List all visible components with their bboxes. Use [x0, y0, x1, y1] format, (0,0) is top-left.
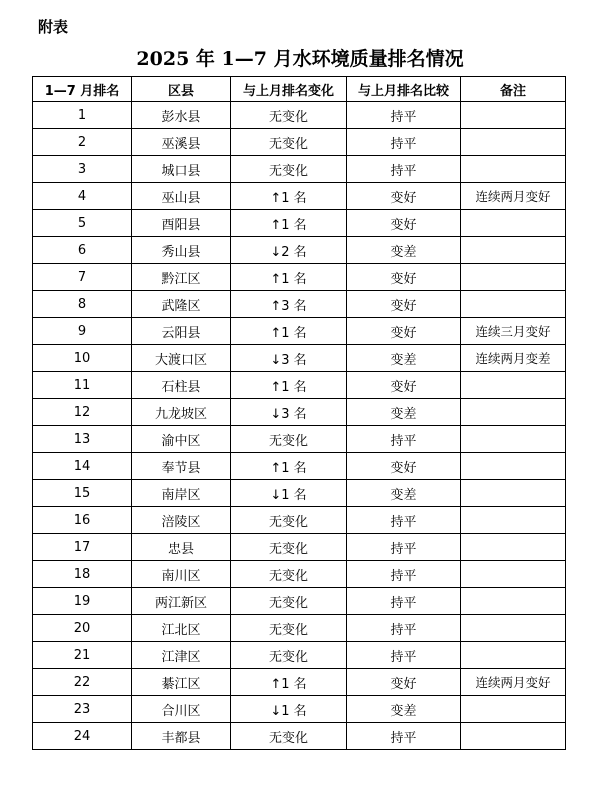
- cell-district: 大渡口区: [132, 345, 231, 372]
- table-row: [33, 183, 566, 210]
- cell-compare: 变好: [347, 210, 461, 237]
- cell-compare: 持平: [347, 615, 461, 642]
- table-row: [33, 399, 566, 426]
- table-row: [33, 696, 566, 723]
- table-row: [33, 291, 566, 318]
- cell-change: 无变化: [231, 642, 347, 669]
- cell-rank: 21: [33, 642, 132, 669]
- table-row: [33, 615, 566, 642]
- table-row: [33, 669, 566, 696]
- cell-change: ↓3 名: [231, 345, 347, 372]
- cell-compare: 变差: [347, 345, 461, 372]
- cell-note: [461, 291, 566, 318]
- cell-compare: 变好: [347, 291, 461, 318]
- cell-rank: 16: [33, 507, 132, 534]
- cell-note: [461, 615, 566, 642]
- cell-compare: 变好: [347, 183, 461, 210]
- cell-note: [461, 210, 566, 237]
- table-row: [33, 345, 566, 372]
- cell-compare: 持平: [347, 156, 461, 183]
- cell-compare: 变差: [347, 480, 461, 507]
- cell-note: [461, 723, 566, 750]
- cell-compare: 持平: [347, 642, 461, 669]
- cell-rank: 2: [33, 129, 132, 156]
- cell-rank: 10: [33, 345, 132, 372]
- cell-note: [461, 102, 566, 129]
- cell-compare: 持平: [347, 129, 461, 156]
- cell-district: 奉节县: [132, 453, 231, 480]
- cell-compare: 变好: [347, 669, 461, 696]
- table-row: [33, 264, 566, 291]
- cell-note: [461, 237, 566, 264]
- cell-note: [461, 507, 566, 534]
- cell-rank: 14: [33, 453, 132, 480]
- cell-compare: 变差: [347, 399, 461, 426]
- cell-note: [461, 453, 566, 480]
- table-row: [33, 453, 566, 480]
- table-header-row: [33, 77, 566, 102]
- ranking-table: [32, 76, 566, 750]
- cell-change: ↑1 名: [231, 210, 347, 237]
- header-compare: 与上月排名比较: [347, 77, 461, 102]
- cell-rank: 15: [33, 480, 132, 507]
- cell-district: 丰都县: [132, 723, 231, 750]
- cell-note: [461, 561, 566, 588]
- cell-change: 无变化: [231, 615, 347, 642]
- cell-note: 连续两月变好: [461, 183, 566, 210]
- table-row: [33, 426, 566, 453]
- cell-note: [461, 696, 566, 723]
- cell-note: [461, 372, 566, 399]
- cell-rank: 22: [33, 669, 132, 696]
- table-row: [33, 561, 566, 588]
- cell-note: [461, 534, 566, 561]
- cell-district: 南岸区: [132, 480, 231, 507]
- document-title: 2025 年 1—7 月水环境质量排名情况: [136, 48, 464, 70]
- cell-district: 南川区: [132, 561, 231, 588]
- cell-change: ↑1 名: [231, 183, 347, 210]
- cell-change: ↓3 名: [231, 399, 347, 426]
- table-row: [33, 372, 566, 399]
- cell-change: 无变化: [231, 561, 347, 588]
- cell-compare: 持平: [347, 426, 461, 453]
- cell-compare: 持平: [347, 507, 461, 534]
- cell-rank: 12: [33, 399, 132, 426]
- cell-note: 连续两月变好: [461, 669, 566, 696]
- cell-compare: 变好: [347, 318, 461, 345]
- cell-district: 綦江区: [132, 669, 231, 696]
- cell-change: ↑1 名: [231, 372, 347, 399]
- cell-district: 彭水县: [132, 102, 231, 129]
- cell-district: 涪陵区: [132, 507, 231, 534]
- cell-change: ↑1 名: [231, 264, 347, 291]
- table-row: [33, 480, 566, 507]
- cell-change: ↑3 名: [231, 291, 347, 318]
- header-district: 区县: [132, 77, 231, 102]
- cell-rank: 6: [33, 237, 132, 264]
- cell-compare: 变差: [347, 696, 461, 723]
- cell-district: 巫溪县: [132, 129, 231, 156]
- cell-district: 九龙坡区: [132, 399, 231, 426]
- cell-change: ↓1 名: [231, 480, 347, 507]
- cell-district: 渝中区: [132, 426, 231, 453]
- cell-district: 江津区: [132, 642, 231, 669]
- cell-district: 云阳县: [132, 318, 231, 345]
- cell-note: [461, 264, 566, 291]
- cell-rank: 9: [33, 318, 132, 345]
- cell-change: 无变化: [231, 102, 347, 129]
- table-row: [33, 723, 566, 750]
- cell-rank: 20: [33, 615, 132, 642]
- cell-change: ↓2 名: [231, 237, 347, 264]
- cell-rank: 17: [33, 534, 132, 561]
- table-row: [33, 588, 566, 615]
- table-row: [33, 102, 566, 129]
- cell-district: 忠县: [132, 534, 231, 561]
- cell-district: 黔江区: [132, 264, 231, 291]
- cell-note: [461, 399, 566, 426]
- cell-district: 江北区: [132, 615, 231, 642]
- table-row: [33, 129, 566, 156]
- cell-rank: 13: [33, 426, 132, 453]
- cell-rank: 8: [33, 291, 132, 318]
- cell-note: [461, 642, 566, 669]
- cell-compare: 变差: [347, 237, 461, 264]
- header-note: 备注: [461, 77, 566, 102]
- cell-compare: 持平: [347, 588, 461, 615]
- cell-note: [461, 426, 566, 453]
- cell-change: ↑1 名: [231, 453, 347, 480]
- cell-compare: 变好: [347, 372, 461, 399]
- appendix-label: 附表: [38, 18, 69, 36]
- cell-change: 无变化: [231, 534, 347, 561]
- cell-district: 城口县: [132, 156, 231, 183]
- cell-note: 连续两月变差: [461, 345, 566, 372]
- cell-change: ↑1 名: [231, 669, 347, 696]
- cell-change: 无变化: [231, 588, 347, 615]
- cell-district: 秀山县: [132, 237, 231, 264]
- cell-compare: 持平: [347, 723, 461, 750]
- table-row: [33, 507, 566, 534]
- cell-rank: 11: [33, 372, 132, 399]
- cell-note: [461, 156, 566, 183]
- table-row: [33, 534, 566, 561]
- cell-note: [461, 588, 566, 615]
- table-row: [33, 156, 566, 183]
- cell-note: [461, 129, 566, 156]
- cell-district: 石柱县: [132, 372, 231, 399]
- cell-change: 无变化: [231, 156, 347, 183]
- cell-district: 合川区: [132, 696, 231, 723]
- cell-change: 无变化: [231, 723, 347, 750]
- table-row: [33, 210, 566, 237]
- cell-district: 两江新区: [132, 588, 231, 615]
- cell-compare: 持平: [347, 102, 461, 129]
- cell-rank: 18: [33, 561, 132, 588]
- cell-rank: 1: [33, 102, 132, 129]
- cell-rank: 23: [33, 696, 132, 723]
- cell-compare: 变好: [347, 264, 461, 291]
- cell-change: ↓1 名: [231, 696, 347, 723]
- cell-rank: 19: [33, 588, 132, 615]
- cell-rank: 5: [33, 210, 132, 237]
- table-row: [33, 318, 566, 345]
- cell-compare: 持平: [347, 561, 461, 588]
- cell-rank: 4: [33, 183, 132, 210]
- cell-rank: 7: [33, 264, 132, 291]
- table-row: [33, 642, 566, 669]
- header-rank: 1—7 月排名: [33, 77, 132, 102]
- header-change: 与上月排名变化: [231, 77, 347, 102]
- cell-change: ↑1 名: [231, 318, 347, 345]
- cell-rank: 24: [33, 723, 132, 750]
- cell-district: 巫山县: [132, 183, 231, 210]
- cell-district: 武隆区: [132, 291, 231, 318]
- cell-note: [461, 480, 566, 507]
- cell-change: 无变化: [231, 129, 347, 156]
- cell-note: 连续三月变好: [461, 318, 566, 345]
- table-row: [33, 237, 566, 264]
- cell-compare: 持平: [347, 534, 461, 561]
- cell-change: 无变化: [231, 507, 347, 534]
- cell-rank: 3: [33, 156, 132, 183]
- cell-district: 酉阳县: [132, 210, 231, 237]
- cell-compare: 变好: [347, 453, 461, 480]
- cell-change: 无变化: [231, 426, 347, 453]
